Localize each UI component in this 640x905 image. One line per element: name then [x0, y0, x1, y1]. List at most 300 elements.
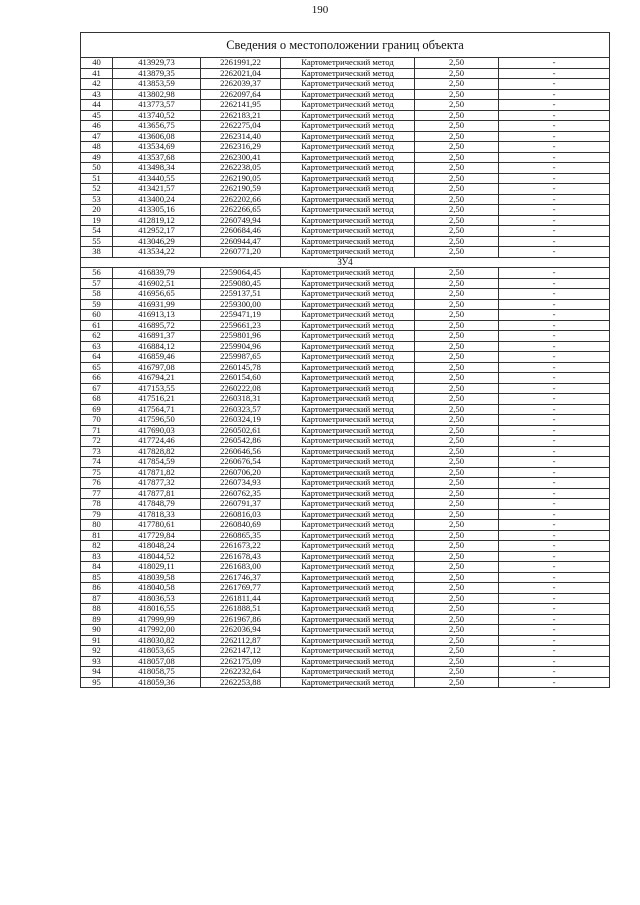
table-row	[81, 121, 610, 132]
table-row	[81, 79, 610, 90]
coord-y-cell: 2261746,37	[201, 572, 281, 583]
coord-x-cell: 417828,82	[113, 446, 201, 457]
coord-y-cell: 2260542,86	[201, 436, 281, 447]
coord-y-cell: 2262141,95	[201, 100, 281, 111]
method-cell: Картометрический метод	[281, 215, 415, 226]
accuracy-cell: 2,50	[415, 457, 499, 468]
table-row	[81, 614, 610, 625]
accuracy-cell: 2,50	[415, 352, 499, 363]
point-number-cell: 89	[81, 614, 113, 625]
accuracy-cell: 2,50	[415, 467, 499, 478]
table-row	[81, 110, 610, 121]
coord-x-cell: 417564,71	[113, 404, 201, 415]
accuracy-cell: 2,50	[415, 562, 499, 573]
coord-x-cell: 418036,53	[113, 593, 201, 604]
method-cell: Картометрический метод	[281, 310, 415, 321]
accuracy-cell: 2,50	[415, 499, 499, 510]
coord-y-cell: 2261967,86	[201, 614, 281, 625]
coord-y-cell: 2261678,43	[201, 551, 281, 562]
table-row	[81, 646, 610, 657]
accuracy-cell: 2,50	[415, 541, 499, 552]
extra-cell: -	[499, 331, 610, 342]
point-number-cell: 72	[81, 436, 113, 447]
accuracy-cell: 2,50	[415, 478, 499, 489]
accuracy-cell: 2,50	[415, 205, 499, 216]
accuracy-cell: 2,50	[415, 341, 499, 352]
accuracy-cell: 2,50	[415, 604, 499, 615]
accuracy-cell: 2,50	[415, 646, 499, 657]
point-number-cell: 86	[81, 583, 113, 594]
extra-cell: -	[499, 142, 610, 153]
point-number-cell: 92	[81, 646, 113, 657]
method-cell: Картометрический метод	[281, 362, 415, 373]
coord-y-cell: 2262316,29	[201, 142, 281, 153]
table-row	[81, 467, 610, 478]
coord-y-cell: 2262190,59	[201, 184, 281, 195]
extra-cell: -	[499, 373, 610, 384]
point-number-cell: 87	[81, 593, 113, 604]
coord-x-cell: 416859,46	[113, 352, 201, 363]
method-cell: Картометрический метод	[281, 121, 415, 132]
method-cell: Картометрический метод	[281, 499, 415, 510]
point-number-cell: 46	[81, 121, 113, 132]
method-cell: Картометрический метод	[281, 373, 415, 384]
table-row	[81, 488, 610, 499]
coord-x-cell: 417780,61	[113, 520, 201, 531]
point-number-cell: 85	[81, 572, 113, 583]
accuracy-cell: 2,50	[415, 625, 499, 636]
accuracy-cell: 2,50	[415, 520, 499, 531]
extra-cell: -	[499, 110, 610, 121]
extra-cell: -	[499, 163, 610, 174]
extra-cell: -	[499, 205, 610, 216]
method-cell: Картометрический метод	[281, 467, 415, 478]
coord-x-cell: 413534,69	[113, 142, 201, 153]
point-number-cell: 70	[81, 415, 113, 426]
extra-cell: -	[499, 572, 610, 583]
point-number-cell: 68	[81, 394, 113, 405]
table-row	[81, 478, 610, 489]
extra-cell: -	[499, 499, 610, 510]
coord-x-cell: 413773,57	[113, 100, 201, 111]
method-cell: Картометрический метод	[281, 352, 415, 363]
table-row	[81, 152, 610, 163]
coord-y-cell: 2262275,04	[201, 121, 281, 132]
table-row	[81, 383, 610, 394]
table-row	[81, 58, 610, 69]
point-number-cell: 65	[81, 362, 113, 373]
extra-cell: -	[499, 362, 610, 373]
section-row	[81, 257, 610, 268]
extra-cell: -	[499, 173, 610, 184]
method-cell: Картометрический метод	[281, 289, 415, 300]
table-row	[81, 446, 610, 457]
point-number-cell: 62	[81, 331, 113, 342]
accuracy-cell: 2,50	[415, 362, 499, 373]
accuracy-cell: 2,50	[415, 215, 499, 226]
coord-x-cell: 417818,33	[113, 509, 201, 520]
coord-x-cell: 417871,82	[113, 467, 201, 478]
point-number-cell: 41	[81, 68, 113, 79]
coord-x-cell: 417999,99	[113, 614, 201, 625]
extra-cell: -	[499, 236, 610, 247]
point-number-cell: 81	[81, 530, 113, 541]
point-number-cell: 38	[81, 247, 113, 258]
accuracy-cell: 2,50	[415, 373, 499, 384]
table-row	[81, 530, 610, 541]
coord-y-cell: 2261811,44	[201, 593, 281, 604]
coord-y-cell: 2260222,08	[201, 383, 281, 394]
extra-cell: -	[499, 289, 610, 300]
extra-cell: -	[499, 278, 610, 289]
coord-x-cell: 412952,17	[113, 226, 201, 237]
coord-x-cell: 417729,84	[113, 530, 201, 541]
method-cell: Картометрический метод	[281, 89, 415, 100]
method-cell: Картометрический метод	[281, 194, 415, 205]
point-number-cell: 51	[81, 173, 113, 184]
method-cell: Картометрический метод	[281, 572, 415, 583]
accuracy-cell: 2,50	[415, 100, 499, 111]
extra-cell: -	[499, 194, 610, 205]
extra-cell: -	[499, 562, 610, 573]
method-cell: Картометрический метод	[281, 110, 415, 121]
accuracy-cell: 2,50	[415, 656, 499, 667]
point-number-cell: 56	[81, 268, 113, 279]
point-number-cell: 61	[81, 320, 113, 331]
point-number-cell: 45	[81, 110, 113, 121]
point-number-cell: 69	[81, 404, 113, 415]
coord-y-cell: 2260154,60	[201, 373, 281, 384]
table-row	[81, 142, 610, 153]
table-row	[81, 278, 610, 289]
point-number-cell: 88	[81, 604, 113, 615]
coord-y-cell: 2262175,09	[201, 656, 281, 667]
coord-y-cell: 2259904,96	[201, 341, 281, 352]
table-row	[81, 572, 610, 583]
point-number-cell: 58	[81, 289, 113, 300]
coord-x-cell: 413740,52	[113, 110, 201, 121]
method-cell: Картометрический метод	[281, 268, 415, 279]
point-number-cell: 95	[81, 677, 113, 688]
extra-cell: -	[499, 100, 610, 111]
coord-x-cell: 418059,36	[113, 677, 201, 688]
accuracy-cell: 2,50	[415, 572, 499, 583]
extra-cell: -	[499, 488, 610, 499]
table-row	[81, 499, 610, 510]
table-row	[81, 331, 610, 342]
boundary-coordinates-table	[80, 32, 610, 688]
method-cell: Картометрический метод	[281, 278, 415, 289]
coord-y-cell: 2260324,19	[201, 415, 281, 426]
point-number-cell: 55	[81, 236, 113, 247]
method-cell: Картометрический метод	[281, 646, 415, 657]
coord-y-cell: 2260840,69	[201, 520, 281, 531]
point-number-cell: 90	[81, 625, 113, 636]
method-cell: Картометрический метод	[281, 667, 415, 678]
accuracy-cell: 2,50	[415, 110, 499, 121]
page-number: 190	[311, 4, 329, 16]
accuracy-cell: 2,50	[415, 226, 499, 237]
table-title-row	[81, 33, 610, 58]
table-row	[81, 373, 610, 384]
point-number-cell: 54	[81, 226, 113, 237]
extra-cell: -	[499, 226, 610, 237]
coord-y-cell: 2260749,94	[201, 215, 281, 226]
accuracy-cell: 2,50	[415, 163, 499, 174]
point-number-cell: 64	[81, 352, 113, 363]
extra-cell: -	[499, 520, 610, 531]
method-cell: Картометрический метод	[281, 415, 415, 426]
table-row	[81, 656, 610, 667]
accuracy-cell: 2,50	[415, 593, 499, 604]
extra-cell: -	[499, 268, 610, 279]
table-row	[81, 341, 610, 352]
table-row	[81, 625, 610, 636]
extra-cell: -	[499, 247, 610, 258]
accuracy-cell: 2,50	[415, 614, 499, 625]
table-body	[81, 33, 610, 688]
coord-y-cell: 2260145,78	[201, 362, 281, 373]
coord-x-cell: 416884,12	[113, 341, 201, 352]
coord-y-cell: 2259064,45	[201, 268, 281, 279]
coord-y-cell: 2262039,37	[201, 79, 281, 90]
coord-y-cell: 2260944,47	[201, 236, 281, 247]
coord-y-cell: 2262314,40	[201, 131, 281, 142]
coord-x-cell: 413046,29	[113, 236, 201, 247]
table-row	[81, 520, 610, 531]
table-row	[81, 457, 610, 468]
coord-x-cell: 416891,37	[113, 331, 201, 342]
coord-x-cell: 418016,55	[113, 604, 201, 615]
coord-y-cell: 2262266,65	[201, 205, 281, 216]
point-number-cell: 67	[81, 383, 113, 394]
extra-cell: -	[499, 352, 610, 363]
table-row	[81, 509, 610, 520]
method-cell: Картометрический метод	[281, 614, 415, 625]
accuracy-cell: 2,50	[415, 121, 499, 132]
coord-x-cell: 413879,35	[113, 68, 201, 79]
method-cell: Картометрический метод	[281, 488, 415, 499]
extra-cell: -	[499, 541, 610, 552]
method-cell: Картометрический метод	[281, 656, 415, 667]
method-cell: Картометрический метод	[281, 226, 415, 237]
extra-cell: -	[499, 436, 610, 447]
point-number-cell: 53	[81, 194, 113, 205]
method-cell: Картометрический метод	[281, 478, 415, 489]
table-row	[81, 215, 610, 226]
method-cell: Картометрический метод	[281, 173, 415, 184]
point-number-cell: 44	[81, 100, 113, 111]
method-cell: Картометрический метод	[281, 583, 415, 594]
table-row	[81, 583, 610, 594]
extra-cell: -	[499, 646, 610, 657]
table-row	[81, 299, 610, 310]
coord-y-cell: 2259300,00	[201, 299, 281, 310]
extra-cell: -	[499, 299, 610, 310]
table-row	[81, 677, 610, 688]
table-row	[81, 268, 610, 279]
accuracy-cell: 2,50	[415, 667, 499, 678]
extra-cell: -	[499, 320, 610, 331]
accuracy-cell: 2,50	[415, 509, 499, 520]
table-row	[81, 226, 610, 237]
method-cell: Картометрический метод	[281, 520, 415, 531]
accuracy-cell: 2,50	[415, 551, 499, 562]
method-cell: Картометрический метод	[281, 457, 415, 468]
coord-y-cell: 2260318,31	[201, 394, 281, 405]
extra-cell: -	[499, 614, 610, 625]
point-number-cell: 57	[81, 278, 113, 289]
extra-cell: -	[499, 310, 610, 321]
extra-cell: -	[499, 593, 610, 604]
coord-y-cell: 2260684,46	[201, 226, 281, 237]
table-row	[81, 289, 610, 300]
method-cell: Картометрический метод	[281, 100, 415, 111]
point-number-cell: 60	[81, 310, 113, 321]
coord-x-cell: 418053,65	[113, 646, 201, 657]
method-cell: Картометрический метод	[281, 331, 415, 342]
method-cell: Картометрический метод	[281, 446, 415, 457]
method-cell: Картометрический метод	[281, 383, 415, 394]
accuracy-cell: 2,50	[415, 583, 499, 594]
coord-x-cell: 418030,82	[113, 635, 201, 646]
coord-y-cell: 2260646,56	[201, 446, 281, 457]
method-cell: Картометрический метод	[281, 184, 415, 195]
method-cell: Картометрический метод	[281, 247, 415, 258]
coord-y-cell: 2260706,20	[201, 467, 281, 478]
table-row	[81, 604, 610, 615]
method-cell: Картометрический метод	[281, 551, 415, 562]
coord-x-cell: 413400,24	[113, 194, 201, 205]
point-number-cell: 42	[81, 79, 113, 90]
point-number-cell: 78	[81, 499, 113, 510]
accuracy-cell: 2,50	[415, 278, 499, 289]
extra-cell: -	[499, 530, 610, 541]
table-row	[81, 667, 610, 678]
extra-cell: -	[499, 625, 610, 636]
table-row	[81, 362, 610, 373]
method-cell: Картометрический метод	[281, 341, 415, 352]
method-cell: Картометрический метод	[281, 625, 415, 636]
coord-x-cell: 416797,08	[113, 362, 201, 373]
coord-y-cell: 2262147,12	[201, 646, 281, 657]
extra-cell: -	[499, 58, 610, 69]
point-number-cell: 66	[81, 373, 113, 384]
point-number-cell: 74	[81, 457, 113, 468]
extra-cell: -	[499, 583, 610, 594]
accuracy-cell: 2,50	[415, 152, 499, 163]
table-row	[81, 436, 610, 447]
table-row	[81, 100, 610, 111]
accuracy-cell: 2,50	[415, 184, 499, 195]
accuracy-cell: 2,50	[415, 415, 499, 426]
point-number-cell: 49	[81, 152, 113, 163]
method-cell: Картометрический метод	[281, 131, 415, 142]
method-cell: Картометрический метод	[281, 68, 415, 79]
extra-cell: -	[499, 131, 610, 142]
coord-y-cell: 2262190,05	[201, 173, 281, 184]
table-row	[81, 320, 610, 331]
point-number-cell: 47	[81, 131, 113, 142]
coord-x-cell: 417877,32	[113, 478, 201, 489]
method-cell: Картометрический метод	[281, 299, 415, 310]
extra-cell: -	[499, 635, 610, 646]
point-number-cell: 63	[81, 341, 113, 352]
extra-cell: -	[499, 415, 610, 426]
coord-y-cell: 2259987,65	[201, 352, 281, 363]
accuracy-cell: 2,50	[415, 530, 499, 541]
coord-y-cell: 2262238,05	[201, 163, 281, 174]
extra-cell: -	[499, 667, 610, 678]
coord-x-cell: 413853,59	[113, 79, 201, 90]
coord-y-cell: 2260762,35	[201, 488, 281, 499]
extra-cell: -	[499, 478, 610, 489]
coord-x-cell: 417848,79	[113, 499, 201, 510]
table-row	[81, 163, 610, 174]
coord-x-cell: 416895,72	[113, 320, 201, 331]
method-cell: Картометрический метод	[281, 142, 415, 153]
extra-cell: -	[499, 79, 610, 90]
extra-cell: -	[499, 604, 610, 615]
coord-y-cell: 2261683,00	[201, 562, 281, 573]
table-row	[81, 562, 610, 573]
coord-x-cell: 416902,51	[113, 278, 201, 289]
point-number-cell: 43	[81, 89, 113, 100]
point-number-cell: 59	[81, 299, 113, 310]
coord-x-cell: 413421,57	[113, 184, 201, 195]
coord-y-cell: 2260816,03	[201, 509, 281, 520]
coord-x-cell: 418039,58	[113, 572, 201, 583]
coord-y-cell: 2259137,51	[201, 289, 281, 300]
accuracy-cell: 2,50	[415, 677, 499, 688]
extra-cell: -	[499, 184, 610, 195]
extra-cell: -	[499, 383, 610, 394]
coord-y-cell: 2259471,19	[201, 310, 281, 321]
coord-x-cell: 418048,24	[113, 541, 201, 552]
table-row	[81, 635, 610, 646]
table-row	[81, 593, 610, 604]
table-row	[81, 310, 610, 321]
coord-y-cell: 2260502,61	[201, 425, 281, 436]
coord-x-cell: 416839,79	[113, 268, 201, 279]
table-row	[81, 194, 610, 205]
coord-y-cell: 2260865,35	[201, 530, 281, 541]
method-cell: Картометрический метод	[281, 604, 415, 615]
method-cell: Картометрический метод	[281, 425, 415, 436]
table-row	[81, 205, 610, 216]
point-number-cell: 94	[81, 667, 113, 678]
coord-y-cell: 2260676,54	[201, 457, 281, 468]
table-title: Сведения о местоположении границ объекта	[81, 33, 610, 58]
table-row	[81, 173, 610, 184]
coord-x-cell: 417153,55	[113, 383, 201, 394]
point-number-cell: 80	[81, 520, 113, 531]
point-number-cell: 91	[81, 635, 113, 646]
method-cell: Картометрический метод	[281, 404, 415, 415]
coord-x-cell: 417724,46	[113, 436, 201, 447]
point-number-cell: 83	[81, 551, 113, 562]
accuracy-cell: 2,50	[415, 394, 499, 405]
coord-x-cell: 416913,13	[113, 310, 201, 321]
coord-x-cell: 417516,21	[113, 394, 201, 405]
method-cell: Картометрический метод	[281, 635, 415, 646]
accuracy-cell: 2,50	[415, 58, 499, 69]
coord-x-cell: 418044,52	[113, 551, 201, 562]
table-row	[81, 404, 610, 415]
accuracy-cell: 2,50	[415, 68, 499, 79]
coord-y-cell: 2262202,66	[201, 194, 281, 205]
point-number-cell: 77	[81, 488, 113, 499]
